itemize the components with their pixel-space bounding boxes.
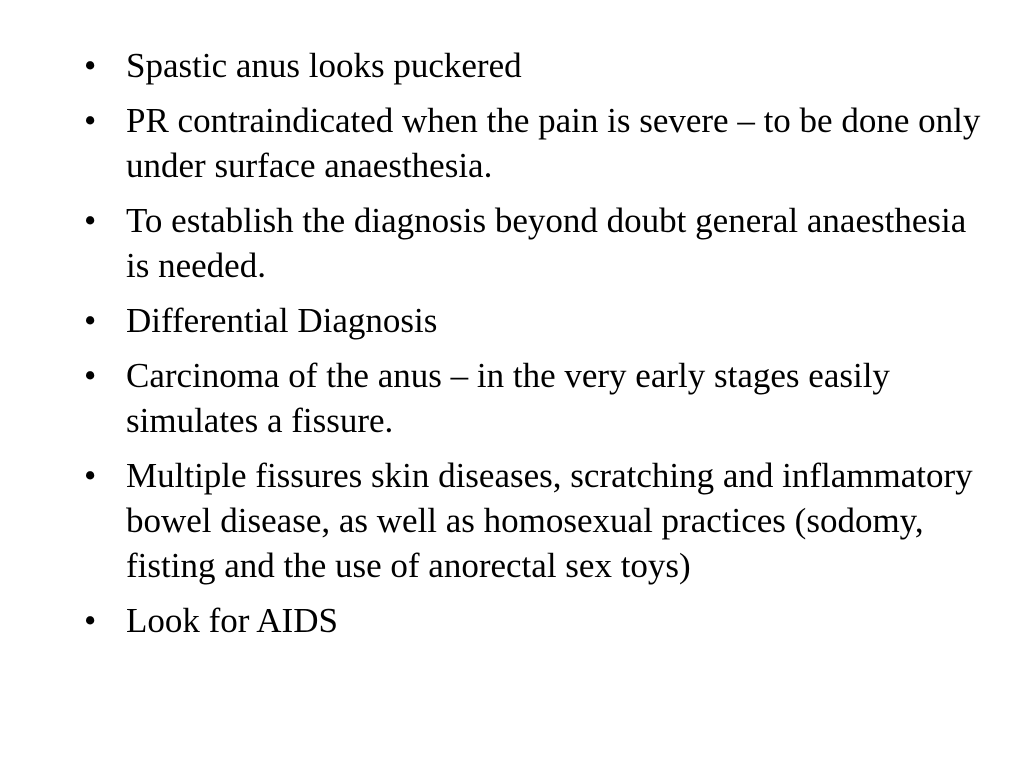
bullet-item-1 xyxy=(84,43,984,88)
bullet-icon: • xyxy=(84,456,97,495)
bullet-item-5 xyxy=(84,353,984,443)
bullet-text: Look for AIDS xyxy=(126,601,338,640)
bullet-icon: • xyxy=(84,46,97,85)
bullet-icon: • xyxy=(84,356,97,395)
bullet-text: Differential Diagnosis xyxy=(126,301,438,340)
bullet-icon: • xyxy=(84,301,97,340)
bullet-text: To establish the diagnosis beyond doubt general anaesthesia is needed. xyxy=(126,201,967,285)
bullet-icon: • xyxy=(84,101,97,140)
bullet-text: Spastic anus looks puckered xyxy=(126,46,522,85)
bullet-item-2 xyxy=(84,98,984,188)
bullet-item-7 xyxy=(84,598,984,643)
bullet-list xyxy=(84,43,984,653)
bullet-text: Multiple fissures skin diseases, scratching and inflammatory bowel disease, as well as homosexual practices (sodomy, fisting and the use of anorectal sex toys) xyxy=(126,456,973,585)
bullet-item-6 xyxy=(84,453,984,588)
bullet-item-4 xyxy=(84,298,984,343)
bullet-icon: • xyxy=(84,201,97,240)
bullet-text: PR contraindicated when the pain is severe – to be done only under surface anaesthesia. xyxy=(126,101,981,185)
bullet-item-3 xyxy=(84,198,984,288)
bullet-icon: • xyxy=(84,601,97,640)
bullet-text: Carcinoma of the anus – in the very early stages easily simulates a fissure. xyxy=(126,356,890,440)
